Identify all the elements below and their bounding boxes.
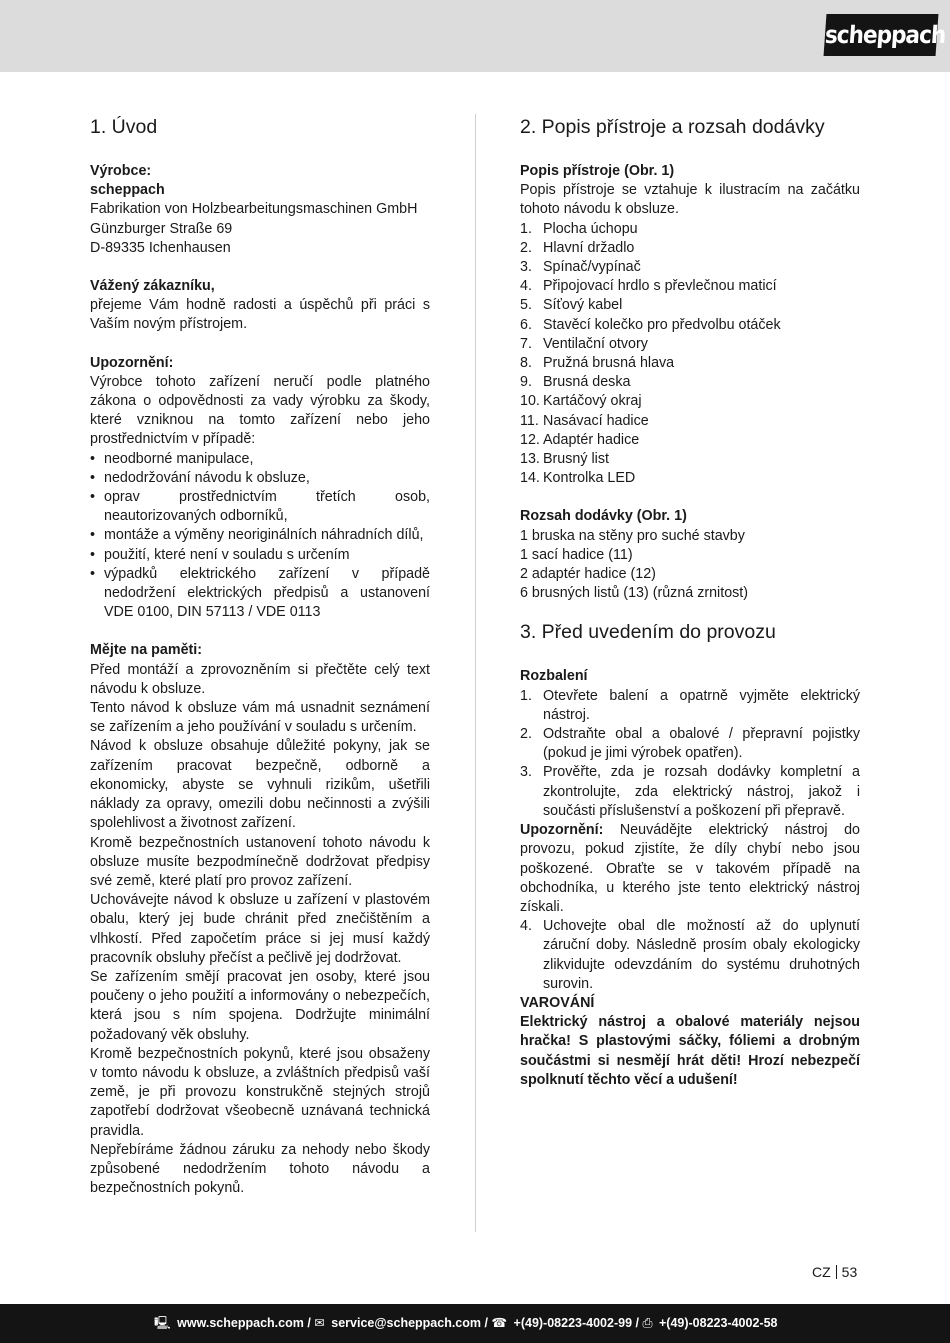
list-item: 5. Síťový kabel [520, 297, 623, 314]
list-item: 1. Otevřete balení a opatrně vyjměte elektrický nástroj. [520, 687, 860, 723]
scope-label: Rozsah dodávky (Obr. 1) [520, 508, 687, 525]
remember-paragraph: Tento návod k obsluze vám má usnadnit seznámení se zařízením a jeho používání v souladu s určením. [90, 700, 430, 736]
scope-item: 2 adaptér hadice (12) [520, 566, 656, 583]
list-item: • použití, které není v souladu s určením [90, 546, 430, 565]
list-item: • montáže a výměny neoriginálních náhradních dílů, [90, 526, 430, 545]
notice-text: Výrobce tohoto zařízení neručí podle platného zákona o odpovědnosti za vady výrobku za škody, které vzniknou na tomto zařízení nebo jeho prostřednictvím v případě: [90, 373, 430, 448]
notice-list [90, 450, 430, 623]
list-item: • neodborné manipulace, [90, 450, 430, 469]
list-item: 4. Uchovejte obal dle možností až do uplynutí záruční doby. Následně prosím obaly ekologicky zlikvidujte odevzdáním do systému druhotných surovin. [520, 918, 860, 992]
remember-paragraph: Návod k obsluze obsahuje důležité pokyny, jak se zařízením pracovat bezpečně, odborně a ekonomicky, abyste se vyhnuli rizikům, ušetřili náklady za opravy, omezili dobu nečinnosti a zvýšili spolehlivost a životnost zařízení. [90, 738, 430, 832]
scope-item: 1 sací hadice (11) [520, 546, 633, 563]
section-heading-intro: 1. Úvod [90, 116, 158, 138]
list-item: 10. Kartáčový okraj [520, 393, 642, 410]
remember-paragraph: Uchovávejte návod k obsluze u zařízení v plastovém obalu, který jej bude chránit před znečištěním a vlhkostí. Před započetím práce si jej musí každý pracovník obsluhy přečíst a pečlivě jej dodržovat. [90, 892, 430, 966]
notice-label: Upozornění: [90, 354, 174, 371]
manufacturer-city: D-89335 Ichenhausen [90, 239, 231, 256]
brand-logo: scheppach [824, 14, 939, 56]
left-column [90, 114, 430, 1198]
greeting-label: Vážený zákazníku, [90, 278, 215, 295]
scope-item: 1 bruska na stěny pro suché stavby [520, 527, 745, 544]
unpack-steps [520, 687, 860, 821]
footer-web[interactable]: www.scheppach.com [177, 1316, 304, 1330]
computer-icon: 🖳 [154, 1316, 171, 1330]
parts-list [520, 220, 860, 489]
section-heading-description: 2. Popis přístroje a rozsah dodávky [520, 116, 825, 138]
header-bar [0, 0, 950, 72]
column-divider [475, 114, 476, 1232]
manufacturer-street: Günzburger Straße 69 [90, 220, 233, 237]
section-heading-startup: 3. Před uvedením do provozu [520, 621, 776, 644]
description-text: Popis přístroje se vztahuje k ilustracím na začátku tohoto návodu k obsluze. [520, 182, 860, 218]
warning-label: VAROVÁNÍ [520, 994, 595, 1011]
list-item: 2. Hlavní držadlo [520, 239, 635, 256]
phone-icon: ☎ [491, 1316, 508, 1330]
footer-fax: +(49)-08223-4002-58 [658, 1316, 778, 1330]
remember-paragraph: Kromě bezpečnostních pokynů, které jsou obsaženy v tomto návodu k obsluze, a zvláštních předpisů vaší země, je při provozu konstrukčně stejných strojů zapotřebí dodržovat všeobecně uznávaná technická pravidla. [90, 1045, 430, 1139]
description-label: Popis přístroje (Obr. 1) [520, 163, 675, 179]
list-item: 2. Odstraňte obal a obalové / přepravní pojistky (pokud je jimi výrobek opatřen). [520, 726, 860, 762]
remember-paragraph: Kromě bezpečnostních ustanovení tohoto návodu k obsluze musíte bezpodmínečně dodržovat předpisy své země, které platí pro provoz zařízení. [90, 834, 430, 889]
remember-paragraph: Se zařízením smějí pracovat jen osoby, které jsou poučeny o jeho použití a informovány o nebezpečích, která jsou s ním spojena. Dodržujte minimální požadovaný věk obsluhy. [90, 968, 430, 1043]
scope-item: 6 brusných listů (13) (různá zrnitost) [520, 585, 749, 602]
remember-paragraph: Před montáží a zprovozněním si přečtěte celý text návodu k obsluze. [90, 661, 430, 697]
manufacturer-name: scheppach [90, 182, 165, 199]
manufacturer-label: Výrobce: [90, 163, 152, 179]
mail-icon: ✉ [314, 1316, 325, 1330]
list-item: 12. Adaptér hadice [520, 431, 640, 448]
greeting-text: přejeme Vám hodně radosti a úspěchů při práci s Vaším novým přístrojem. [90, 297, 430, 333]
list-item: 3. Prověřte, zda je rozsah dodávky kompletní a zkontrolujte, zda elektrický nástroj, jakož i součásti příslušenství a poškození při přepravě. [520, 764, 860, 819]
list-item: • nedodržování návodu k obsluze, [90, 469, 430, 488]
list-item: 6. Stavěcí kolečko pro předvolbu otáček [520, 316, 781, 333]
list-item: 14. Kontrolka LED [520, 470, 636, 487]
footer-email[interactable]: service@scheppach.com [331, 1316, 482, 1330]
list-item: 8. Pružná brusná hlava [520, 355, 675, 372]
list-item: 4. Připojovací hrdlo s převlečnou maticí [520, 278, 777, 295]
footer-phone: +(49)-08223-4002-99 [513, 1316, 633, 1330]
list-item: 11. Nasávací hadice [520, 412, 649, 429]
warning-text: Elektrický nástroj a obalové materiály nejsou hračka! S plastovými sáčky, fóliemi a drobným součástmi si nesmějí hrát děti! Hrozí nebezpečí spolknutí těchto věcí a udušení! [520, 1014, 860, 1088]
manufacturer-company: Fabrikation von Holzbearbeitungsmaschinen GmbH [90, 201, 418, 218]
unpack-steps-continued [520, 917, 860, 994]
footer-bar: 🖳 www.scheppach.com / ✉ service@scheppach.com / ☎ +(49)-08223-4002-99 / ⎙ +(49)-08223-4002-58 [0, 1304, 950, 1343]
remember-label: Mějte na paměti: [90, 642, 203, 659]
list-item: 7. Ventilační otvory [520, 335, 648, 352]
remember-paragraph: Nepřebíráme žádnou záruku za nehody nebo škody způsobené nedodržením tohoto návodu a bezpečnostních pokynů. [90, 1141, 430, 1197]
list-item: 1. Plocha úchopu [520, 220, 638, 237]
list-item: 13. Brusný list [520, 451, 609, 468]
list-item: • oprav prostřednictvím třetích osob, neautorizovaných odborníků, [90, 488, 430, 526]
list-item: • výpadků elektrického zařízení v případě nedodržení elektrických předpisů a ustanovení VDE 0100, DIN 57113 / VDE 0113 [90, 565, 430, 623]
list-item: 9. Brusná deska [520, 374, 631, 391]
fax-icon: ⎙ [642, 1316, 653, 1330]
page-number: CZ 53 [812, 1264, 858, 1280]
unpack-label: Rozbalení [520, 668, 588, 685]
list-item: 3. Spínač/vypínač [520, 259, 641, 276]
unpack-note: Upozornění: Neuvádějte elektrický nástroj do provozu, pokud zjistíte, že díly chybí nebo jsou poškozené. Obraťte se v takovém případě na obchodníka, u kterého jste tento elektrický nástroj získali. [520, 822, 860, 915]
right-column [520, 114, 860, 1090]
